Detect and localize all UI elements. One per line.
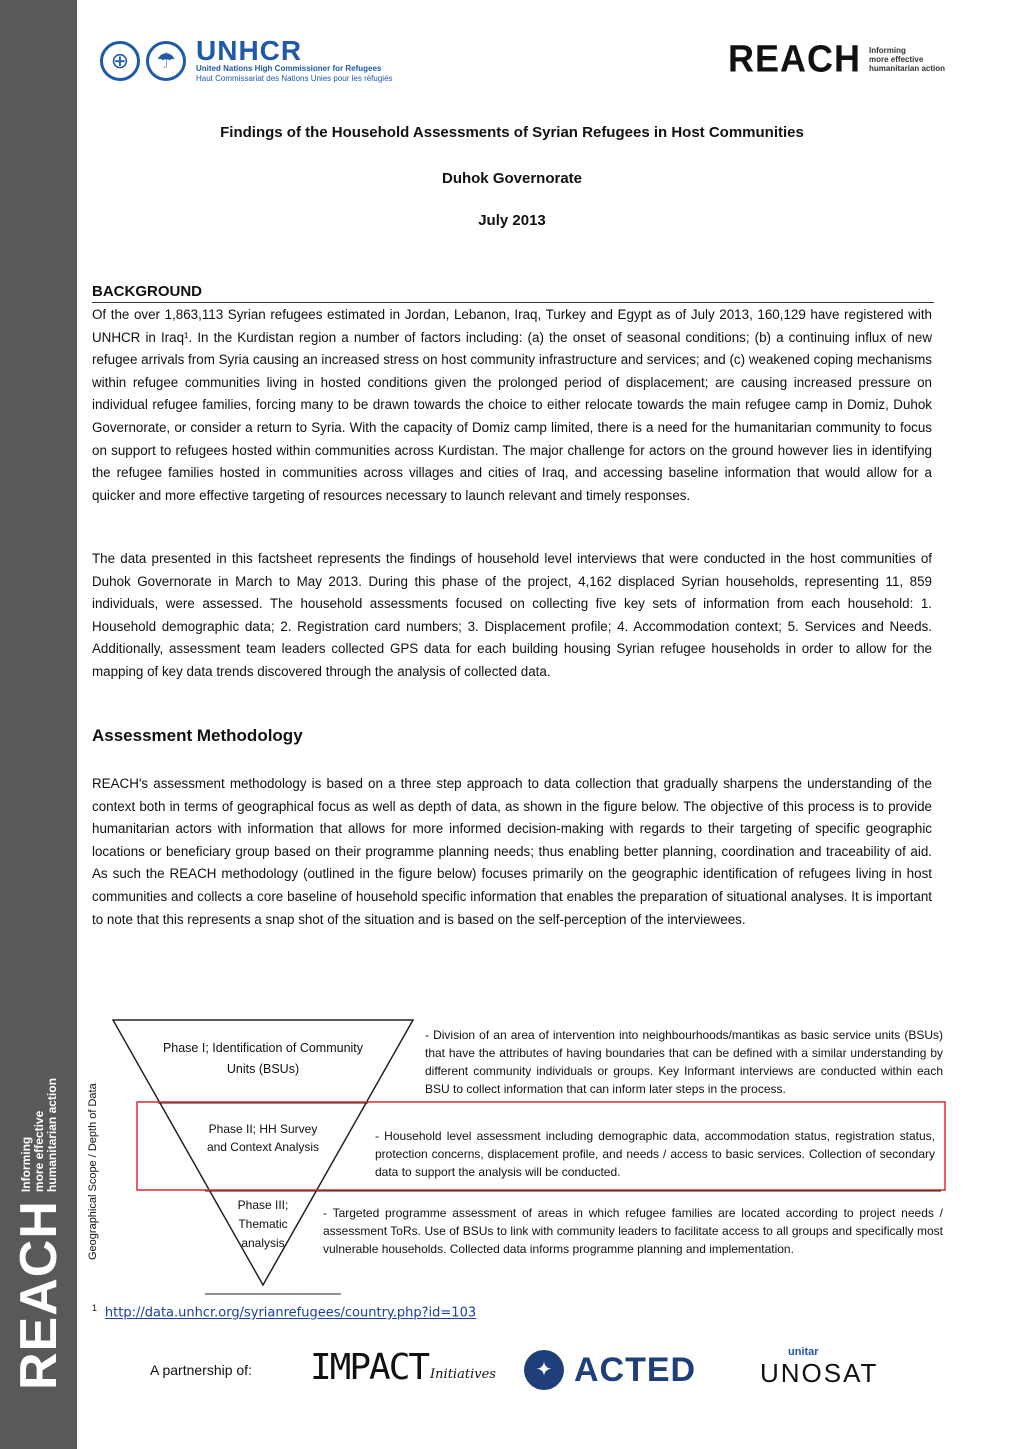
unhcr-english-name: United Nations High Commissioner for Refugees — [196, 64, 382, 73]
document-date: July 2013 — [478, 212, 546, 229]
partnership-label: A partnership of: — [150, 1362, 252, 1378]
impact-sub: Initiatives — [430, 1367, 496, 1382]
unhcr-emblem-icon: ☂ — [146, 41, 186, 81]
phase3-description: - Targeted programme assessment of areas in which refugee families are located according to project needs / assessment ToRs. Use of BSUs to link with community leaders to facilitate access to all groups and specifically most vulnerable households. Collected data informs programme planning and implementation. — [323, 1206, 943, 1256]
footnote-link[interactable]: http://data.unhcr.org/syrianrefugees/country.php?id=103 — [104, 1305, 477, 1321]
phase1-label: Phase I; Identification of Community Units (BSUs) — [162, 1041, 364, 1076]
methodology-diagram — [87, 1010, 955, 1300]
phase3-label: Phase III; Thematic analysis — [237, 1198, 289, 1250]
reach-tagline: Informing more effective humanitarian action — [869, 45, 946, 73]
unhcr-french-name: Haut Commissariat des Nations Unies pour les réfugiés — [196, 74, 393, 83]
acted-emblem-icon: ✦ — [524, 1350, 564, 1390]
unhcr-name: UNHCR — [196, 35, 303, 66]
sidebar-reach-logo — [6, 1060, 72, 1390]
acted-name: ACTED — [574, 1350, 697, 1389]
acted-logo — [524, 1350, 696, 1390]
unhcr-logo — [100, 35, 393, 84]
unosat-logo — [760, 1346, 878, 1388]
document-subtitle: Duhok Governorate — [441, 170, 583, 187]
reach-name: REACH — [728, 36, 862, 80]
reach-logo — [728, 38, 945, 80]
axis-label: Geographical Scope / Depth of Data — [87, 1083, 99, 1260]
unitar-name: unitar — [788, 1346, 819, 1358]
phase1-description: - Division of an area of intervention into neighbourhoods/mantikas as basic service units (BSUs) that have the attributes of having boundaries that can be defined with a similar understanding by different community individuals or groups. Key Informant interviews are conducted within each BSU to collect information that can inform later steps in the process. — [425, 1028, 943, 1096]
methodology-paragraph: REACH's assessment methodology is based on a three step approach to data collection that gradually sharpens the understanding of the context both in terms of geographical focus as well as depth of data, as shown in the figure below. The objective of this process is to provide humanitarian actors with information that allows for more informed decision-making with regards to their targeting of specific geographic locations or beneficiary group based on their programme planning needs; thus enabling better planning, coordination and traceability of aid. As such the REACH methodology (outlined in the figure below) focuses primarily on the geographic identification of refugees living in host communities and collects a core baseline of household specific information that enables the preparation of situational analyses. It is important to note that this represents a snap shot of the situation and is based on the self-perception of the interviewees. — [92, 776, 932, 927]
document-title: Findings of the Household Assessments of Syrian Refugees in Host Communities — [220, 124, 804, 141]
footnote-marker: 1 — [92, 1303, 98, 1313]
background-paragraph-1: Of the over 1,863,113 Syrian refugees estimated in Jordan, Lebanon, Iraq, Turkey and Egypt as of July 2013, 160,129 have registered with UNHCR in Iraq¹. In the Kurdistan region a number of factors including: (a) the onset of seasonal conditions; (b) a continuing influx of new refugee arrivals from Syria causing an increased stress on host community infrastructure and services; and (c) weakened coping mechanisms within refugee communities living in hosted conditions given the prolonged period of displacement; are causing increased pressure on individual refugee families, forcing many to be drawn towards the choice to either relocate towards the main refugee camp in Domiz, Duhok Governorate, or consider a return to Syria. With the capacity of Domiz camp limited, there is a need for the humanitarian community to focus on support to refugees hosted within communities across Kurdistan. The major challenge for actors on the ground however lies in identifying the refugee families hosted in communities across villages and cities of Iraq, and accessing baseline information that would allow for a quicker and more effective targeting of resources necessary to launch relevant and timely responses. — [92, 307, 932, 503]
background-heading: BACKGROUND — [92, 283, 934, 303]
phase2-description: - Household level assessment including demographic data, accommodation status, registration status, protection concerns, displacement profile, and needs / access to basic services. Collection of secondary data to support the analysis will be conducted. — [375, 1129, 935, 1179]
background-paragraph-2: The data presented in this factsheet represents the findings of household level interviews that were conducted in the host communities of Duhok Governorate in March to May 2013. During this phase of the project, 4,162 displaced Syrian households, representing 11, 859 individuals, were assessed. The household assessments focused on collecting five key sets of information from each household: 1. Household demographic data; 2. Registration card numbers; 3. Displacement profile; 4. Accommodation context; 5. Services and Needs. Additionally, assessment team leaders collected GPS data for each building housing Syrian refugee households in order to allow for the mapping of key data trends discovered through the analysis of collected data. — [92, 551, 932, 679]
left-sidebar — [0, 0, 77, 1449]
impact-name: IMPACT — [310, 1347, 429, 1388]
sidebar-brand: REACH — [10, 1200, 68, 1390]
un-emblem-icon: ⊕ — [100, 41, 140, 81]
unosat-name: UNOSAT — [760, 1358, 879, 1388]
methodology-heading: Assessment Methodology — [92, 726, 303, 745]
footnote — [92, 1303, 476, 1321]
sidebar-tagline: Informing more effective humanitarian action — [18, 1078, 59, 1193]
impact-logo — [310, 1348, 496, 1388]
phase2-label: Phase II; HH Survey and Context Analysis — [206, 1122, 320, 1154]
